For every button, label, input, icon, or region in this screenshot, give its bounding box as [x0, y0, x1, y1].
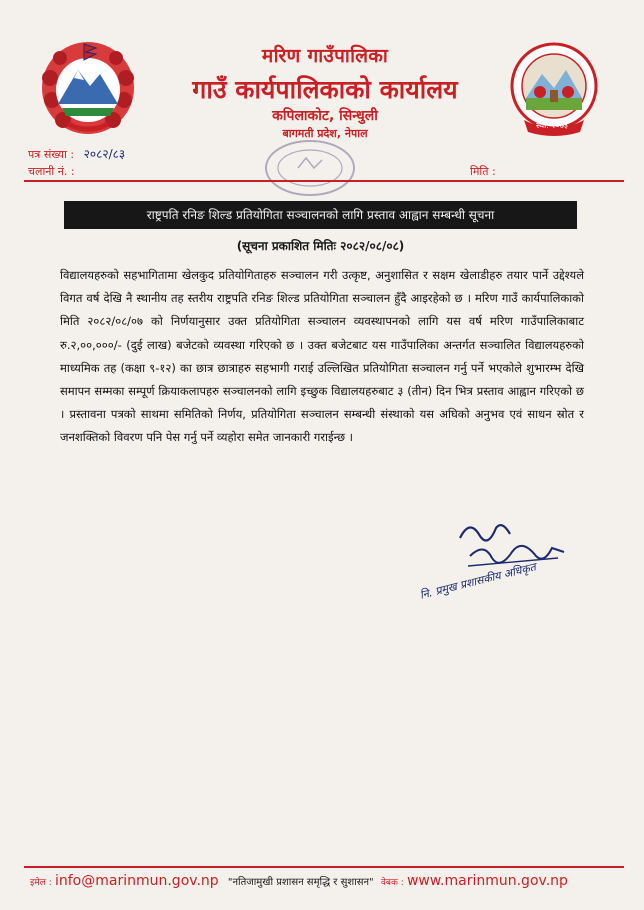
office-stamp-icon [262, 138, 358, 198]
website-link[interactable]: www.marinmun.gov.np [406, 873, 568, 889]
email-label: इमेल : [30, 878, 52, 888]
municipality-name: मरिण गाउँपालिका [261, 45, 389, 67]
email-link[interactable]: info@marinmun.gov.np [54, 873, 219, 889]
nepal-emblem-icon [38, 38, 138, 138]
header-divider [24, 180, 624, 182]
patra-label: पत्र संख्या : [28, 148, 75, 161]
footer [30, 873, 620, 889]
municipality-logo [510, 40, 598, 138]
footer-divider [24, 866, 624, 868]
miti-label: मिति : [470, 165, 496, 178]
logo-year: स्था: २०७३ [536, 121, 569, 130]
office-location: कपिलाकोट, सिन्धुली [272, 108, 378, 124]
chalani-number [28, 164, 75, 179]
slogan: "नतिजामुखी प्रशासन समृद्धि र सुशासन" [227, 877, 374, 888]
chalani-label: चलानी नं. : [28, 165, 75, 178]
patra-value: २०८२/८३ [83, 147, 126, 161]
notice-title: राष्ट्रपति रनिङ शिल्ड प्रतियोगिता सञ्चालनको लागि प्रस्ताव आह्वान सम्बन्धी सूचना [64, 201, 577, 229]
miti-field [470, 164, 496, 179]
web-label: वेबक : [380, 878, 404, 888]
publish-date: (सूचना प्रकाशित मितिः २०८२/०८/०८) [236, 239, 405, 253]
patra-sankhya [28, 145, 125, 162]
office-name: गाउँ कार्यपालिकाको कार्यालय [192, 75, 458, 104]
office-province: बागमती प्रदेश, नेपाल [282, 127, 368, 140]
signatory-title: नि. प्रमुख प्रशासकीय अधिकृत [418, 560, 538, 602]
notice-body: विद्यालयहरुको सहभागितामा खेलकुद प्रतियोगिताहरु सञ्चालन गरी उत्कृष्ट, अनुशासित र सक्षम खेलाडीहरु तयार पार्ने उद्देश्यले विगत वर्ष देखि नै स्थानीय तह स्तरीय राष्ट्रपति रनिङ शिल्ड प्रतियोगिता सञ्चालन हुँदै आइरहेको छ । मरिण गाउँ कार्यपालिकाको मिति २०८२/०८/०७ को निर्णयानुसार उक्त प्रतियोगिता सञ्चालन व्यवस्थापनको लागि यस वर्ष मरिण गाउँपालिकाबाट रु.२,००,०००/- (दुई लाख) बजेटको व्यवस्था गरिएको छ । उक्त बजेटबाट यस गाउँपालिका अन्तर्गत सञ्चालित विद्यालयहरुको माध्यमिक तह (कक्षा ९-१२) का छात्र छात्राहरु सहभागी गराई उल्लिखित प्रतियोगिता सञ्चालन गर्नु पर्ने भएकोले शुभारम्भ देखि समापन सम्मका सम्पूर्ण क्रियाकलापहरु सञ्चालनको लागि इच्छुक विद्यालयहरुबाट ३ (तीन) दिन भित्र प्रस्ताव आह्वान गरिएको छ । प्रस्तावना पत्रको साथमा समितिको निर्णय, प्रतियोगिता सञ्चालन सम्बन्धी संस्थाको यस अघिको अनुभव एवं साधन स्रोत र जनशक्तिको विवरण पनि पेस गर्नु पर्ने व्यहोरा समेत जानकारी गराईन्छ । [60, 268, 584, 445]
